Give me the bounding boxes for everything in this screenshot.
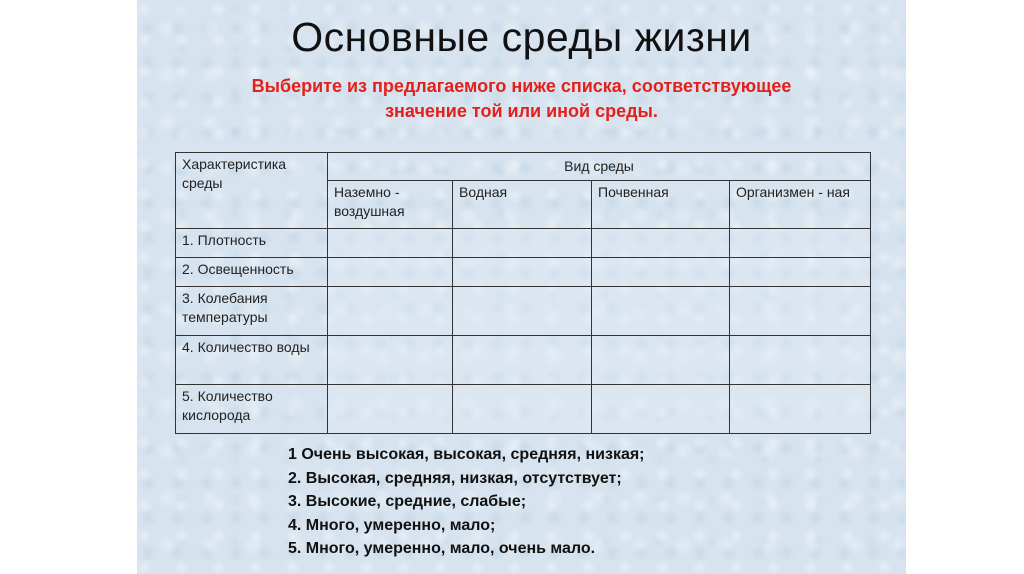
answer-cell[interactable] [328,287,453,336]
answer-cell[interactable] [592,336,730,385]
answer-cell[interactable] [328,385,453,434]
answer-cell[interactable] [453,385,592,434]
instruction-line-1: Выберите из предлагаемого ниже списка, соответствующее [251,76,792,96]
row-label-water-amount: 4. Количество воды [176,336,328,385]
column-header-water: Водная [453,181,592,229]
row-label-oxygen-amount: 5. Количество кислорода [176,385,328,434]
slide-title: Основные среды жизни [291,14,752,60]
answer-cell[interactable] [730,336,871,385]
table-row [176,229,871,258]
answer-cell[interactable] [730,385,871,434]
row-label-density: 1. Плотность [176,229,328,258]
answer-option: 4. Много, умеренно, мало; [288,516,496,534]
table-row [176,287,871,336]
instruction-text [177,74,866,124]
answer-cell[interactable] [730,287,871,336]
answer-option: 2. Высокая, средняя, низкая, отсутствует; [288,469,622,487]
header-characteristic: Характеристика среды [176,153,328,229]
slide [137,0,906,574]
column-header-organism: Организмен - ная [730,181,871,229]
row-label-illumination: 2. Освещенность [176,258,328,287]
answer-cell[interactable] [592,287,730,336]
answer-option: 1 Очень высокая, высокая, средняя, низкая; [288,446,645,463]
answer-cell[interactable] [592,229,730,258]
answer-cell[interactable] [453,229,592,258]
answer-cell[interactable] [592,385,730,434]
table-row [176,336,871,385]
row-label-temperature-fluctuation: 3. Колебания температуры [176,287,328,336]
answer-cell[interactable] [453,287,592,336]
answer-cell[interactable] [730,258,871,287]
answer-cell[interactable] [592,258,730,287]
answer-options-list [288,443,848,561]
column-header-soil: Почвенная [592,181,730,229]
instruction-line-2: значение той или иной среды. [385,101,658,121]
environment-table [175,152,871,434]
column-header-land-air: Наземно - воздушная [328,181,453,229]
answer-cell[interactable] [328,229,453,258]
answer-option: 5. Много, умеренно, мало, очень мало. [288,540,596,557]
table-row [176,258,871,287]
answer-cell[interactable] [453,258,592,287]
table-row [176,385,871,434]
header-environment-type: Вид среды [328,153,871,181]
answer-cell[interactable] [328,336,453,385]
answer-option: 3. Высокие, средние, слабые; [288,493,527,510]
answer-cell[interactable] [328,258,453,287]
answer-cell[interactable] [453,336,592,385]
answer-cell[interactable] [730,229,871,258]
